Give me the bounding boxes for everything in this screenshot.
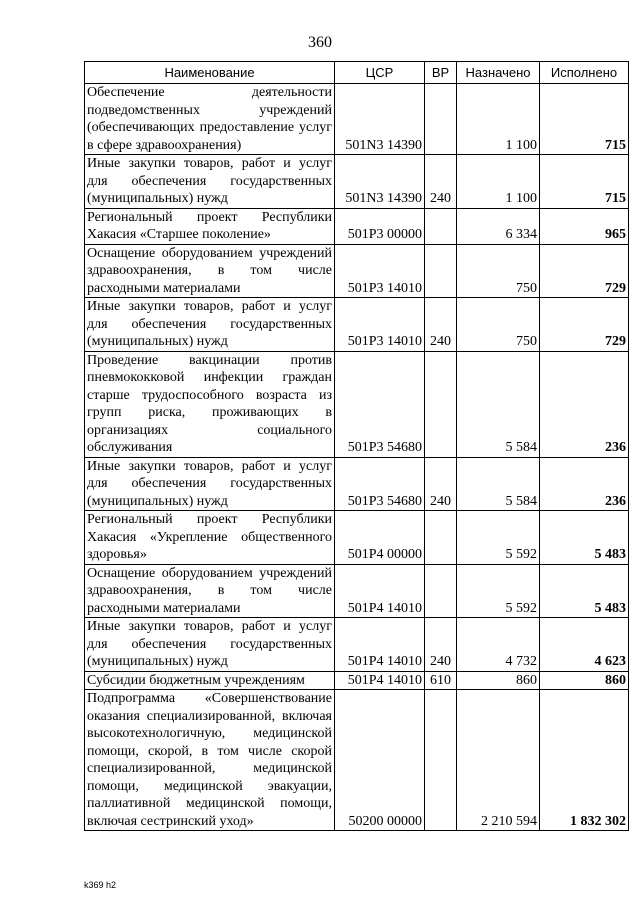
row-executed: 715 [540, 155, 629, 209]
row-name: Подпрограмма «Совершенствование оказания специализированной, включая высокотехнологичную, медицинской помощи, скорой, в том числе скорой специализированной, медицинской помощи, медицинской эвакуации, паллиативной медицинской помощи, включая сестринский уход» [85, 690, 335, 831]
table-row [85, 351, 629, 457]
row-assigned: 5 592 [457, 511, 540, 565]
row-name: Региональный проект Республики Хакасия «Укрепление общественного здоровья» [85, 511, 335, 565]
table-row [85, 511, 629, 565]
row-executed: 860 [540, 671, 629, 690]
row-assigned: 860 [457, 671, 540, 690]
row-name: Иные закупки товаров, работ и услуг для обеспечения государственных (муниципальных) нужд [85, 457, 335, 511]
header-csr: ЦСР [335, 62, 425, 84]
page-number: 360 [308, 34, 332, 51]
row-assigned: 6 334 [457, 208, 540, 244]
table-row [85, 155, 629, 209]
row-vr [425, 244, 457, 298]
row-csr: 501N3 14390 [335, 84, 425, 155]
row-vr: 240 [425, 298, 457, 352]
footer-code: k369 h2 [84, 880, 117, 890]
row-csr: 501P4 00000 [335, 511, 425, 565]
row-csr: 501P3 14010 [335, 244, 425, 298]
row-vr [425, 690, 457, 831]
header-executed: Исполнено [540, 62, 629, 84]
table-row [85, 564, 629, 618]
row-executed: 729 [540, 244, 629, 298]
row-executed: 4 623 [540, 618, 629, 672]
row-csr: 501N3 14390 [335, 155, 425, 209]
header-vr: ВР [425, 62, 457, 84]
row-vr [425, 351, 457, 457]
table-row [85, 618, 629, 672]
row-vr: 240 [425, 618, 457, 672]
row-assigned: 5 584 [457, 457, 540, 511]
row-executed: 236 [540, 457, 629, 511]
row-executed: 5 483 [540, 511, 629, 565]
row-name: Оснащение оборудованием учреждений здравоохранения, в том числе расходными материалами [85, 564, 335, 618]
row-assigned: 750 [457, 298, 540, 352]
row-assigned: 1 100 [457, 84, 540, 155]
row-assigned: 1 100 [457, 155, 540, 209]
row-csr: 501P3 54680 [335, 457, 425, 511]
row-name: Оснащение оборудованием учреждений здравоохранения, в том числе расходными материалами [85, 244, 335, 298]
row-csr: 501P3 00000 [335, 208, 425, 244]
table-row [85, 457, 629, 511]
row-csr: 501P3 14010 [335, 298, 425, 352]
row-csr: 501P3 54680 [335, 351, 425, 457]
row-vr [425, 84, 457, 155]
row-assigned: 5 584 [457, 351, 540, 457]
row-name: Иные закупки товаров, работ и услуг для обеспечения государственных (муниципальных) нужд [85, 298, 335, 352]
row-vr [425, 511, 457, 565]
row-csr: 501P4 14010 [335, 671, 425, 690]
row-assigned: 4 732 [457, 618, 540, 672]
row-name: Иные закупки товаров, работ и услуг для обеспечения государственных (муниципальных) нужд [85, 618, 335, 672]
row-executed: 729 [540, 298, 629, 352]
row-executed: 715 [540, 84, 629, 155]
row-vr: 610 [425, 671, 457, 690]
table-row [85, 244, 629, 298]
row-executed: 1 832 302 [540, 690, 629, 831]
budget-execution-table [84, 61, 629, 831]
row-vr [425, 564, 457, 618]
row-csr: 50200 00000 [335, 690, 425, 831]
row-name: Региональный проект Республики Хакасия «Старшее поколение» [85, 208, 335, 244]
row-assigned: 750 [457, 244, 540, 298]
row-assigned: 2 210 594 [457, 690, 540, 831]
row-name: Иные закупки товаров, работ и услуг для обеспечения государственных (муниципальных) нужд [85, 155, 335, 209]
row-executed: 236 [540, 351, 629, 457]
row-csr: 501P4 14010 [335, 618, 425, 672]
table-row [85, 671, 629, 690]
table-row [85, 84, 629, 155]
header-name: Наименование [85, 62, 335, 84]
row-executed: 5 483 [540, 564, 629, 618]
header-assigned: Назначено [457, 62, 540, 84]
row-name: Субсидии бюджетным учреждениям [85, 671, 335, 690]
row-vr: 240 [425, 457, 457, 511]
table-row [85, 208, 629, 244]
row-name: Обеспечение деятельности подведомственных учреждений (обеспечивающих предоставление услуг в сфере здравоохранения) [85, 84, 335, 155]
table-row [85, 690, 629, 831]
row-vr: 240 [425, 155, 457, 209]
row-executed: 965 [540, 208, 629, 244]
row-vr [425, 208, 457, 244]
row-csr: 501P4 14010 [335, 564, 425, 618]
table-row [85, 298, 629, 352]
row-name: Проведение вакцинации против пневмококковой инфекции граждан старше трудоспособного возраста из групп риска, проживающих в организациях социального обслуживания [85, 351, 335, 457]
table-header-row [85, 62, 629, 84]
row-assigned: 5 592 [457, 564, 540, 618]
